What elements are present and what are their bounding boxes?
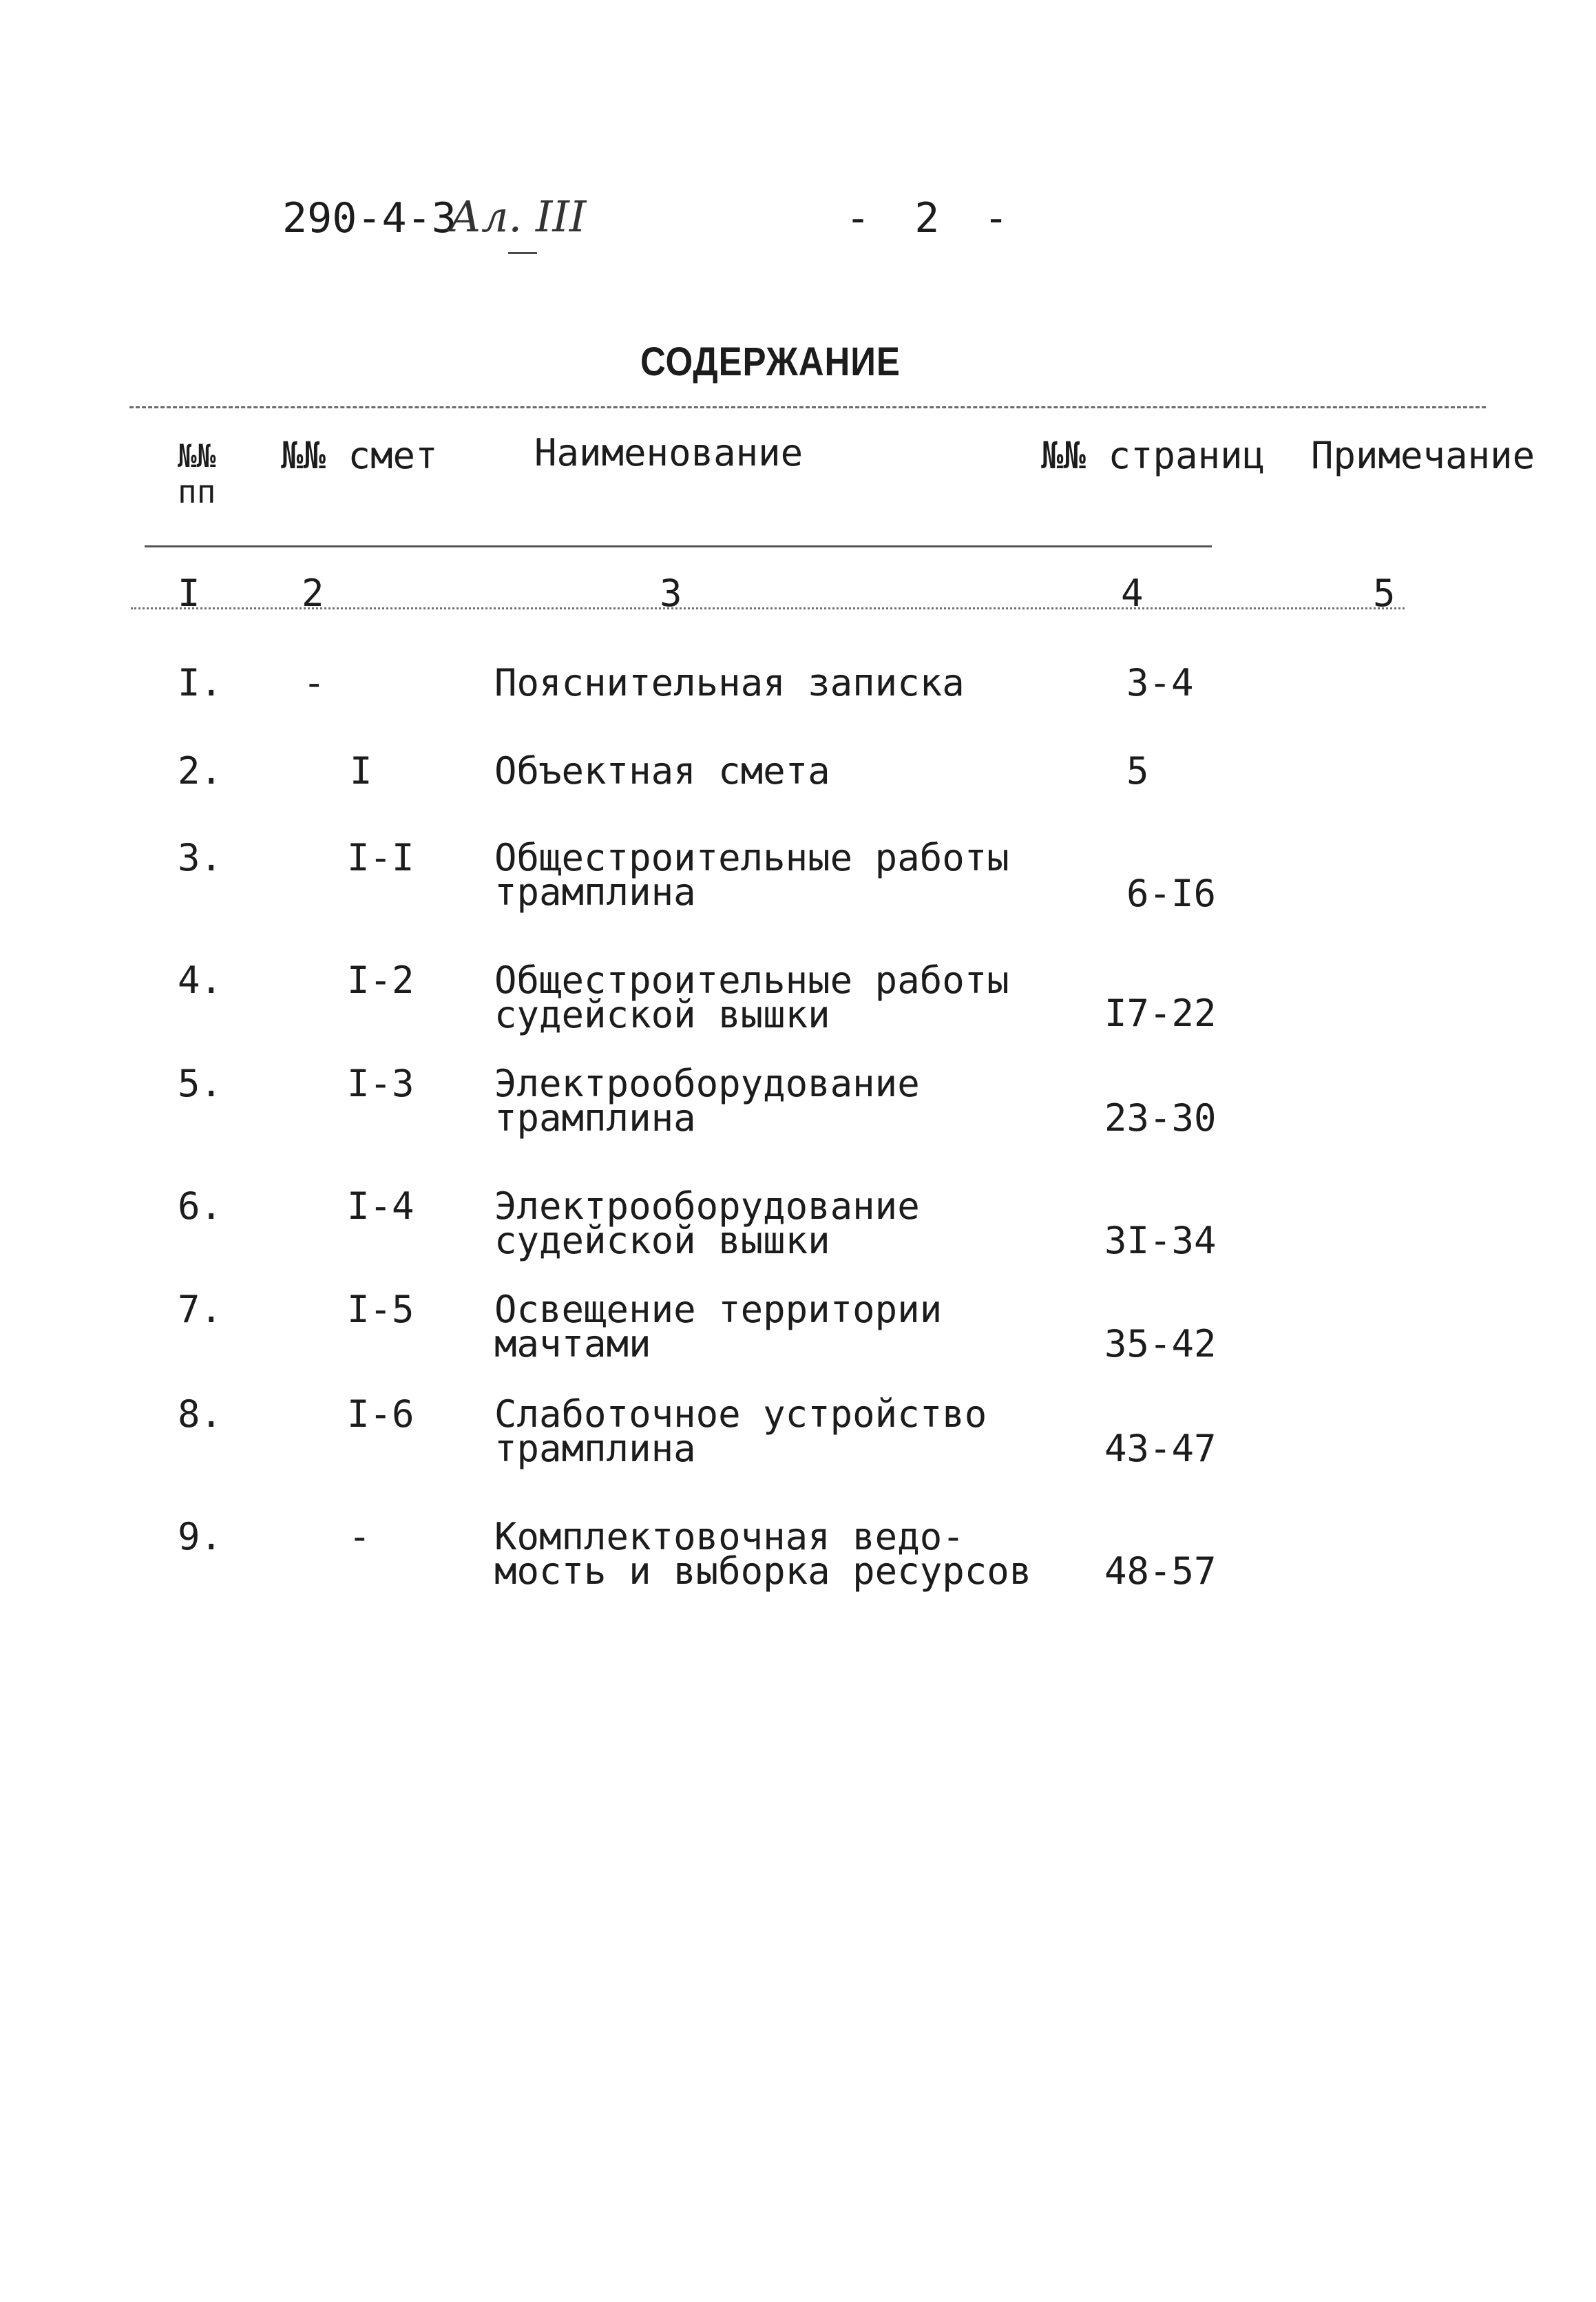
table-top-rule [129,406,1486,408]
row-pages: 3I-34 [1104,1219,1217,1262]
document-code: 290-4-3 [282,194,456,242]
row-estimate: - [348,1515,371,1558]
row-name-line2: мачтами [494,1322,651,1365]
column-number-5: 5 [1373,572,1396,615]
row-number: 3. [178,836,223,879]
column-number-1: I [178,572,200,615]
row-estimate: I [350,749,372,793]
row-name-line1: Пояснительная записка [494,661,965,704]
row-number: 6. [178,1184,223,1228]
handwritten-album-mark: Ал. III [449,191,587,242]
row-estimate: I-3 [347,1062,414,1105]
row-estimate: - [303,661,326,704]
row-number: 2. [178,749,223,793]
handwritten-underline [508,252,537,254]
row-name-line2: трамплина [494,1096,696,1140]
row-number: 5. [178,1062,223,1105]
column-number-2: 2 [302,572,324,615]
row-pages: 23-30 [1104,1096,1217,1140]
column-number-rule [131,607,1405,609]
row-name-line2: судейской вышки [494,1219,830,1262]
column-header-num-line2: пп [178,473,216,510]
column-number-3: 3 [660,572,682,615]
row-pages: 35-42 [1104,1322,1217,1365]
row-pages: 6-I6 [1126,872,1217,915]
column-header-num-line1: №№ [178,437,216,474]
row-number: I. [178,661,223,704]
row-number: 9. [178,1515,223,1558]
row-pages: 3-4 [1126,661,1194,704]
row-name-line1: Электрооборудование [494,1062,920,1105]
row-name-line1: Общестроительные работы [494,959,1009,1002]
row-name-line2: судейской вышки [494,993,830,1036]
row-estimate: I-2 [347,959,414,1002]
page-number: - 2 - [846,194,1018,242]
column-header-estimate: №№ смет [281,434,438,477]
row-estimate: I-I [347,836,414,879]
row-estimate: I-4 [347,1184,414,1228]
row-pages: 48-57 [1104,1549,1217,1593]
row-name-line1: Объектная смета [494,749,830,793]
row-name-line1: Слаботочное устройство [494,1392,987,1436]
page-title: СОДЕРЖАНИЕ [640,339,901,384]
row-name-line1: Освещение территории [494,1288,943,1331]
row-name-line1: Электрооборудование [494,1184,920,1228]
row-number: 4. [178,959,223,1002]
column-header-num [178,438,216,510]
row-name-line2: трамплина [494,870,696,914]
column-header-pages: №№ страниц [1041,434,1266,477]
row-name-line2: мость и выборка ресурсов [494,1549,1032,1593]
row-estimate: I-5 [347,1288,414,1331]
column-header-name: Наименование [534,431,804,474]
row-name-line2: трамплина [494,1427,696,1470]
row-pages: 5 [1126,749,1149,793]
row-pages: I7-22 [1104,992,1217,1035]
row-number: 7. [178,1288,223,1331]
header-bottom-rule [145,545,1212,547]
column-header-note: Примечание [1311,434,1535,477]
row-name-line1: Общестроительные работы [494,836,1009,879]
row-estimate: I-6 [347,1392,414,1436]
row-name-line1: Комплектовочная ведо- [494,1515,965,1558]
row-number: 8. [178,1392,223,1436]
column-number-4: 4 [1121,572,1144,615]
row-pages: 43-47 [1104,1427,1217,1470]
